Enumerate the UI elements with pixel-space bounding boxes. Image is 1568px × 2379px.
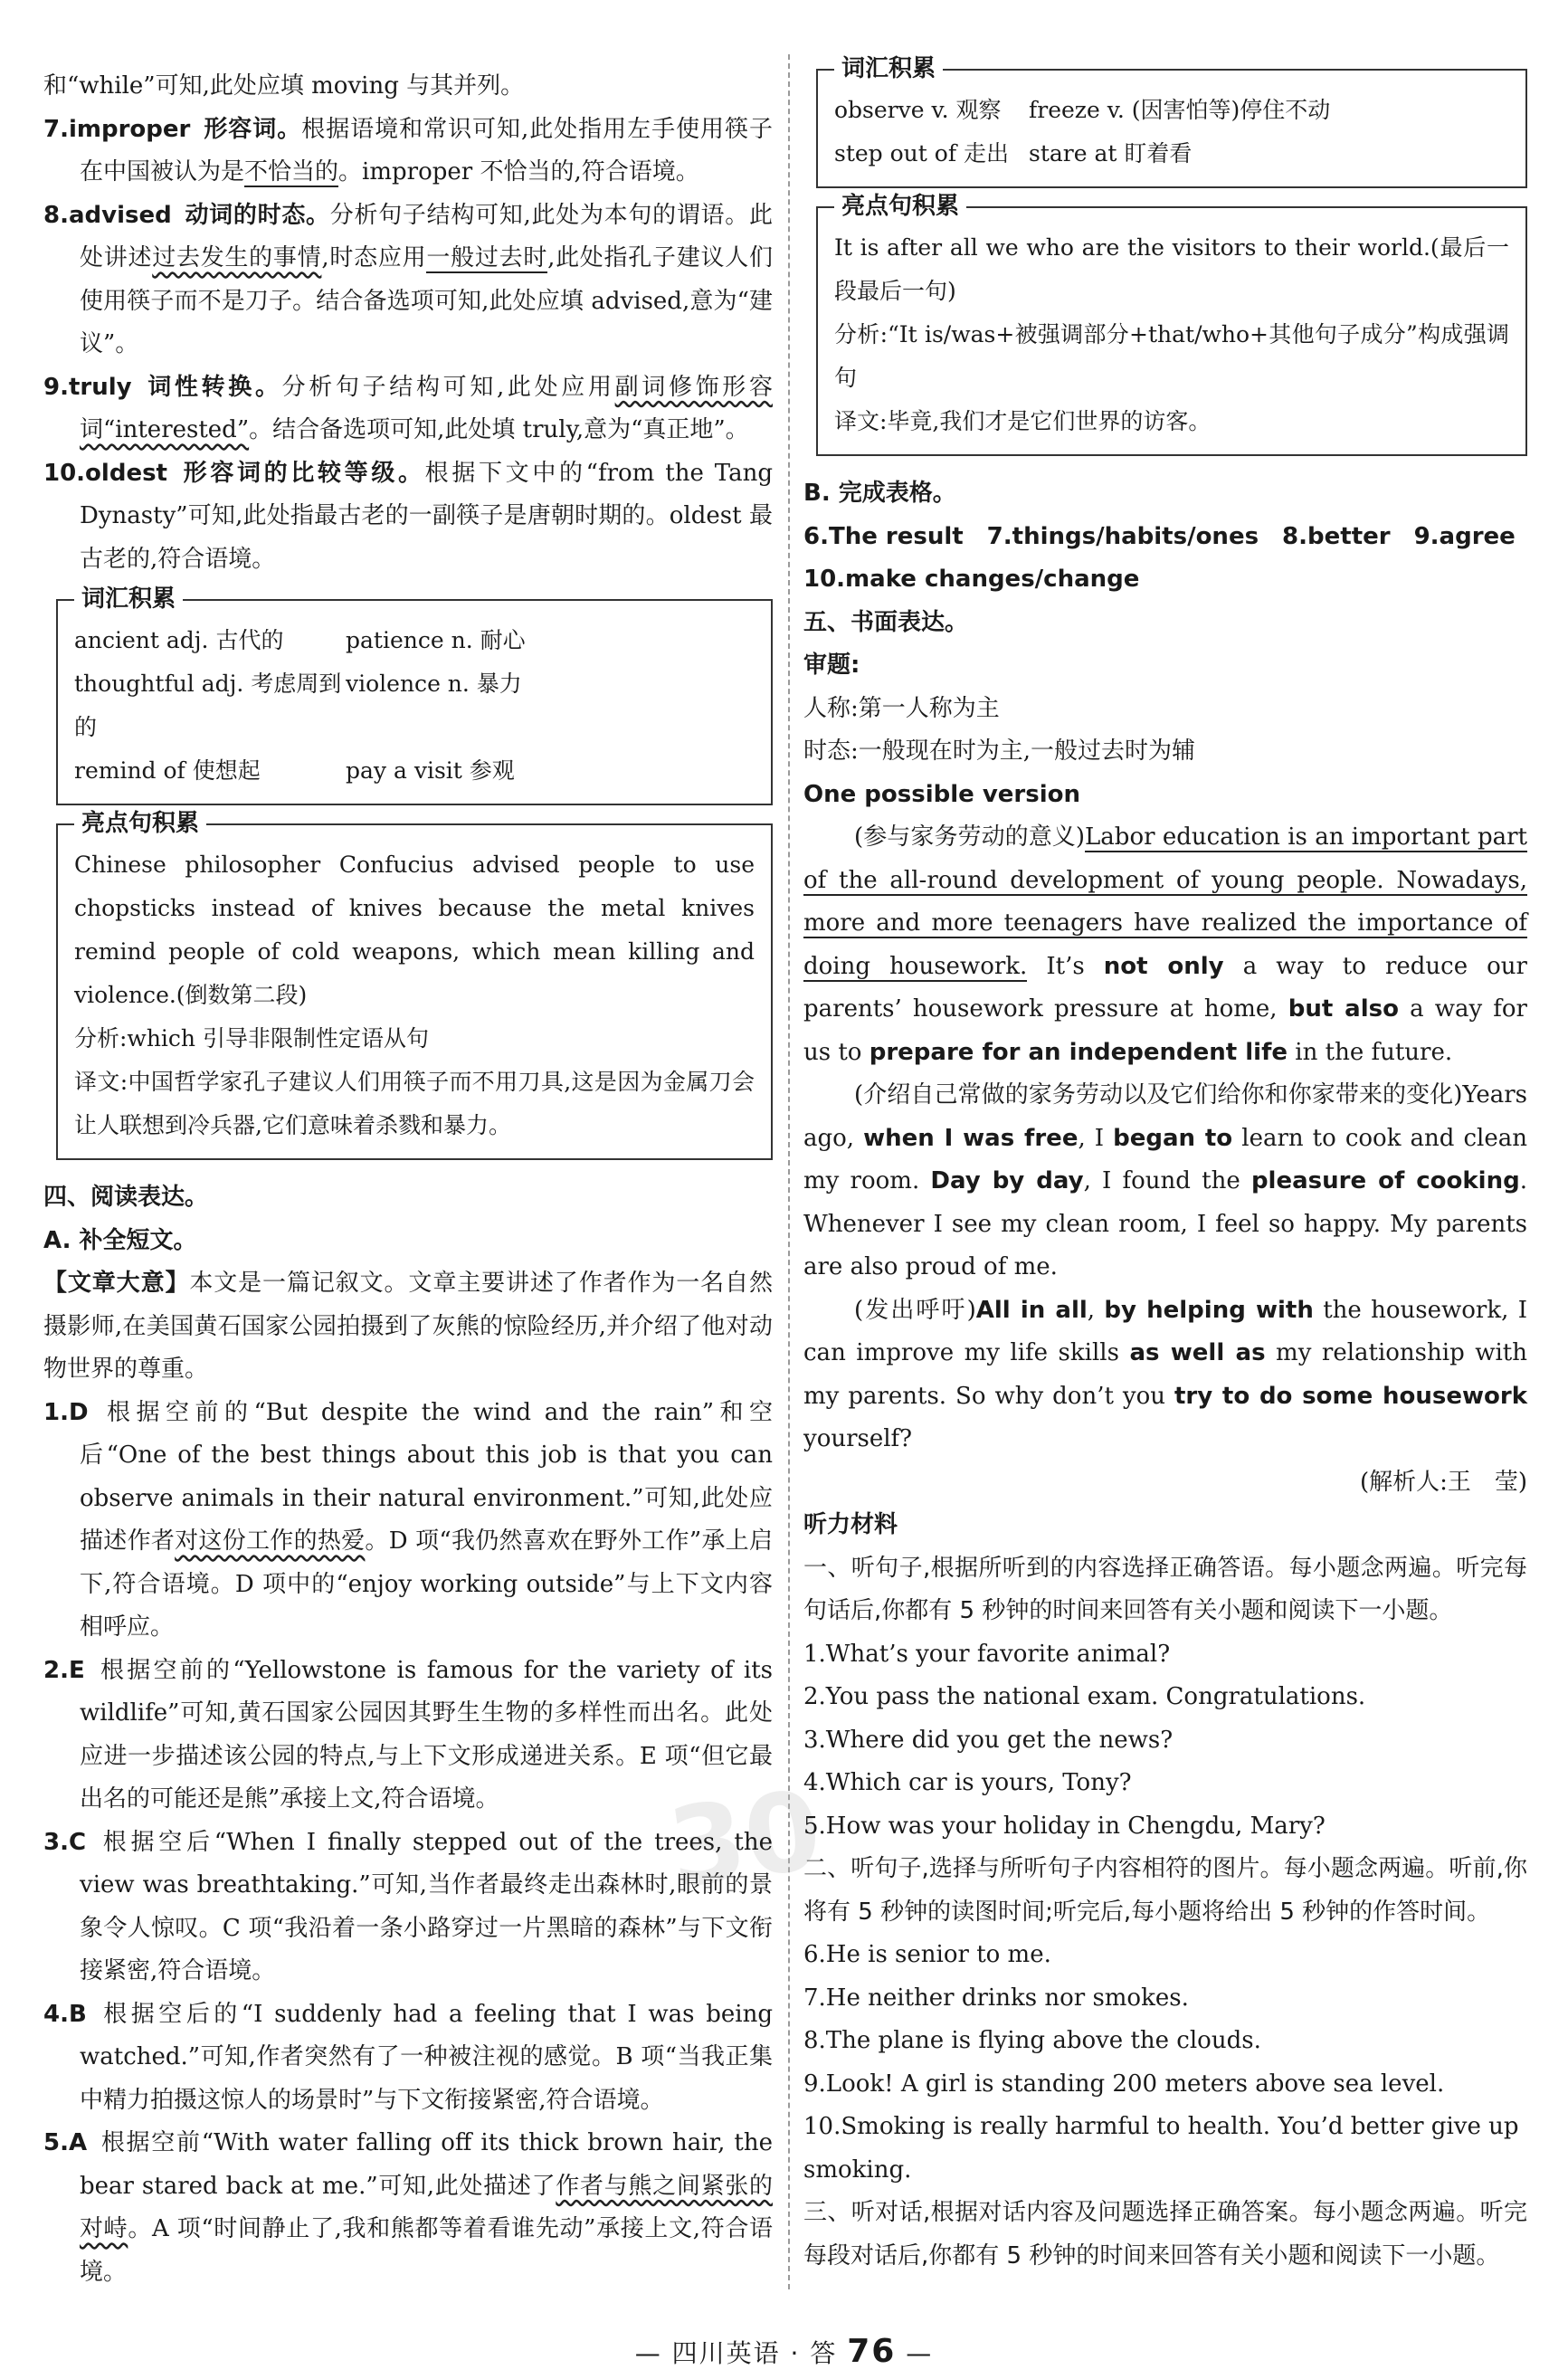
reading-answer-3: 3.C 根据空后“When I finally stepped out of the trees, the view was breathtaking.”可知,当作者最终走出森林时,眼前的景象令人惊叹。C 项“我沿着一条小路穿过一片黑暗的森林”与下文衔接紧密,符合语境。 [43, 1828, 773, 1984]
version-heading: One possible version [803, 780, 1081, 808]
vocab-box-left [56, 585, 773, 805]
answer-8: 8.advised 动词的时态。分析句子结构可知,此处为本句的谓语。此处讲述过去发生的事情,时态应用一般过去时,此处指孔子建议人们使用筷子而不是刀子。结合备选项可知,此处应填 advised,意为“建议”。 [43, 201, 773, 357]
vocab-box-title: 词汇积累 [834, 54, 943, 83]
sentence-box-left [56, 810, 773, 1160]
listening-item: 4.Which car is yours, Tony? [803, 1769, 1132, 1796]
table-answers-2: 10.make changes/change [803, 566, 1140, 593]
watermark: 30 [661, 1767, 829, 1913]
left-column [43, 65, 773, 2294]
person-note: 人称:第一人称为主 [803, 694, 1000, 722]
vocab-row: remind of 使想起 pay a visit 参观 [74, 757, 515, 784]
section-b-heading: B. 完成表格。 [803, 480, 956, 507]
intro-line: 和“while”可知,此处应填 moving 与其并列。 [43, 72, 525, 100]
listening-heading: 听力材料 [803, 1511, 898, 1538]
answer-9: 9.truly 词性转换。分析句子结构可知,此处应用副词修饰形容词“interested”。结合备选项可知,此处填 truly,意为“真正地”。 [43, 373, 773, 443]
reading-answer-4: 4.B 根据空后的“I suddenly had a feeling that I was being watched.”可知,作者突然有了一种被注视的感觉。B 项“当我正集中精力拍摄这惊人的场景时”与下文衔接紧密,符合语境。 [43, 2000, 773, 2114]
section-a-heading: A. 补全短文。 [43, 1226, 197, 1254]
right-column [803, 54, 1527, 2278]
review-heading: 审题: [803, 652, 860, 679]
summary: 【文章大意】本文是一篇记叙文。文章主要讲述了作者作为一名自然摄影师,在美国黄石国家公园拍摄到了灰熊的惊险经历,并介绍了他对动物世界的尊重。 [43, 1270, 773, 1383]
reading-answer-5: 5.A 根据空前“With water falling off its thick brown hair, the bear stared back at me.”可知,此处描述了作者与熊之间紧张的对峙。A 项“时间静止了,我和熊都等着看谁先动”承接上文,符合语境。 [43, 2129, 773, 2286]
reading-answer-2: 2.E 根据空前的“Yellowstone is famous for the variety of its wildlife”可知,黄石国家公园因其野生生物的多样性而出名。此处应进一步描述该公园的特点,与上下文形成递进关系。E 项“但它最出名的可能还是熊”承接上文,符合语境。 [43, 1656, 773, 1813]
vocab-row: thoughtful adj. 考虑周到的 violence n. 暴力 [74, 671, 522, 740]
vocab-row: ancient adj. 古代的 patience n. 耐心 [74, 627, 526, 653]
highlight-sentence: Chinese philosopher Confucius advised people to use chopsticks instead of knives because the metal knives remind people of cold weapons, which mean killing and violence.(倒数第二段) [74, 852, 755, 1008]
answer-7: 7.improper 形容词。根据语境和常识可知,此处指用左手使用筷子在中国被认为是不恰当的。improper 不恰当的,符合语境。 [43, 115, 773, 186]
analyst-credit: (解析人:王 莹) [1359, 1468, 1527, 1496]
tense-note: 时态:一般现在时为主,一般过去时为辅 [803, 737, 1196, 765]
sentence-analysis: 分析:which 引导非限制性定语从句 [74, 1025, 429, 1052]
section-5-heading: 五、书面表达。 [803, 608, 969, 636]
section-4-heading: 四、阅读表达。 [43, 1184, 209, 1211]
essay-paragraph-1: (参与家务劳动的意义)Labor education is an important part of the all-round development of young people. Nowadays, more and more teenagers have realized the importance of doing housework. It’s not only a way to reduce our parents’ housework pressure at home, but also a way for us to prepare for an independent life in the future. [803, 823, 1527, 1066]
page-footer: — 四川英语 · 答 76 — [634, 2333, 934, 2370]
highlight-sentence: It is after all we who are the visitors to their world.(最后一段最后一句) [834, 234, 1509, 304]
listening-instruction-2: 二、听句子,选择与所听句子内容相符的图片。每小题念两遍。听前,你将有 5 秒钟的读图时间;听完后,每小题将给出 5 秒钟的作答时间。 [803, 1855, 1527, 1926]
listening-item: 6.He is senior to me. [803, 1941, 1051, 1968]
sentence-translation: 译文:中国哲学家孔子建议人们用筷子而不用刀具,这是因为金属刀会让人联想到冷兵器,它们意味着杀戮和暴力。 [74, 1069, 755, 1138]
listening-item: 1.What’s your favorite animal? [803, 1640, 1171, 1668]
listening-item: 9.Look! A girl is standing 200 meters above sea level. [803, 2070, 1445, 2098]
essay-paragraph-2: (介绍自己常做的家务劳动以及它们给你和你家带来的变化)Years ago, when I was free, I began to learn to cook and clean my room. Day by day, I found the pleasure of cooking. Whenever I see my clean room, I feel so happy. My parents are also proud of me. [803, 1081, 1527, 1280]
listening-instruction-1: 一、听句子,根据所听到的内容选择正确答语。每小题念两遍。听完每句话后,你都有 5 秒钟的时间来回答有关小题和阅读下一小题。 [803, 1554, 1527, 1624]
column-divider [788, 54, 790, 2289]
listening-item: 10.Smoking is really harmful to health. You’d better give up smoking. [803, 2113, 1519, 2184]
vocab-box-right [816, 55, 1527, 188]
listening-item: 2.You pass the national exam. Congratulations. [803, 1683, 1366, 1710]
vocab-row: observe v. 观察 freeze v. (因害怕等)停住不动 [834, 97, 1331, 123]
essay-paragraph-3: (发出呼吁)All in all, by helping with the housework, I can improve my life skills as well as my relationship with my parents. So why don’t you try to do some housework yourself? [803, 1296, 1527, 1452]
reading-answer-1: 1.D 根据空前的“But despite the wind and the rain”和空后“One of the best things about this job is that you can observe animals in their natural environment.”可知,此处应描述作者对这份工作的热爱。D 项“我仍然喜欢在野外工作”承上启下,符合语境。D 项中的“enjoy working outside”与上下文内容相呼应。 [43, 1398, 773, 1641]
sentence-analysis: 分析:“It is/was+被强调部分+that/who+其他句子成分”构成强调句 [834, 321, 1509, 391]
listening-instruction-3: 三、听对话,根据对话内容及问题选择正确答案。每小题念两遍。听完每段对话后,你都有 5 秒钟的时间来回答有关小题和阅读下一小题。 [803, 2199, 1527, 2270]
listening-item: 5.How was your holiday in Chengdu, Mary? [803, 1812, 1326, 1840]
vocab-box-title: 词汇积累 [74, 585, 183, 614]
sentence-box-right [816, 193, 1527, 456]
listening-item: 7.He neither drinks nor smokes. [803, 1984, 1189, 2012]
listening-item: 3.Where did you get the news? [803, 1726, 1174, 1754]
sentence-box-title: 亮点句积累 [834, 192, 966, 221]
listening-item: 8.The plane is flying above the clouds. [803, 2027, 1261, 2054]
page-number: 76 [847, 2333, 897, 2370]
table-answers-1: 6.The result 7.things/habits/ones 8.better 9.agree [803, 522, 1516, 550]
sentence-box-title: 亮点句积累 [74, 809, 206, 838]
answer-10: 10.oldest 形容词的比较等级。根据下文中的“from the Tang Dynasty”可知,此处指最古老的一副筷子是唐朝时期的。oldest 最古老的,符合语境。 [43, 459, 773, 573]
sentence-translation: 译文:毕竟,我们才是它们世界的访客。 [834, 408, 1212, 434]
vocab-row: step out of 走出 stare at 盯着看 [834, 140, 1193, 167]
